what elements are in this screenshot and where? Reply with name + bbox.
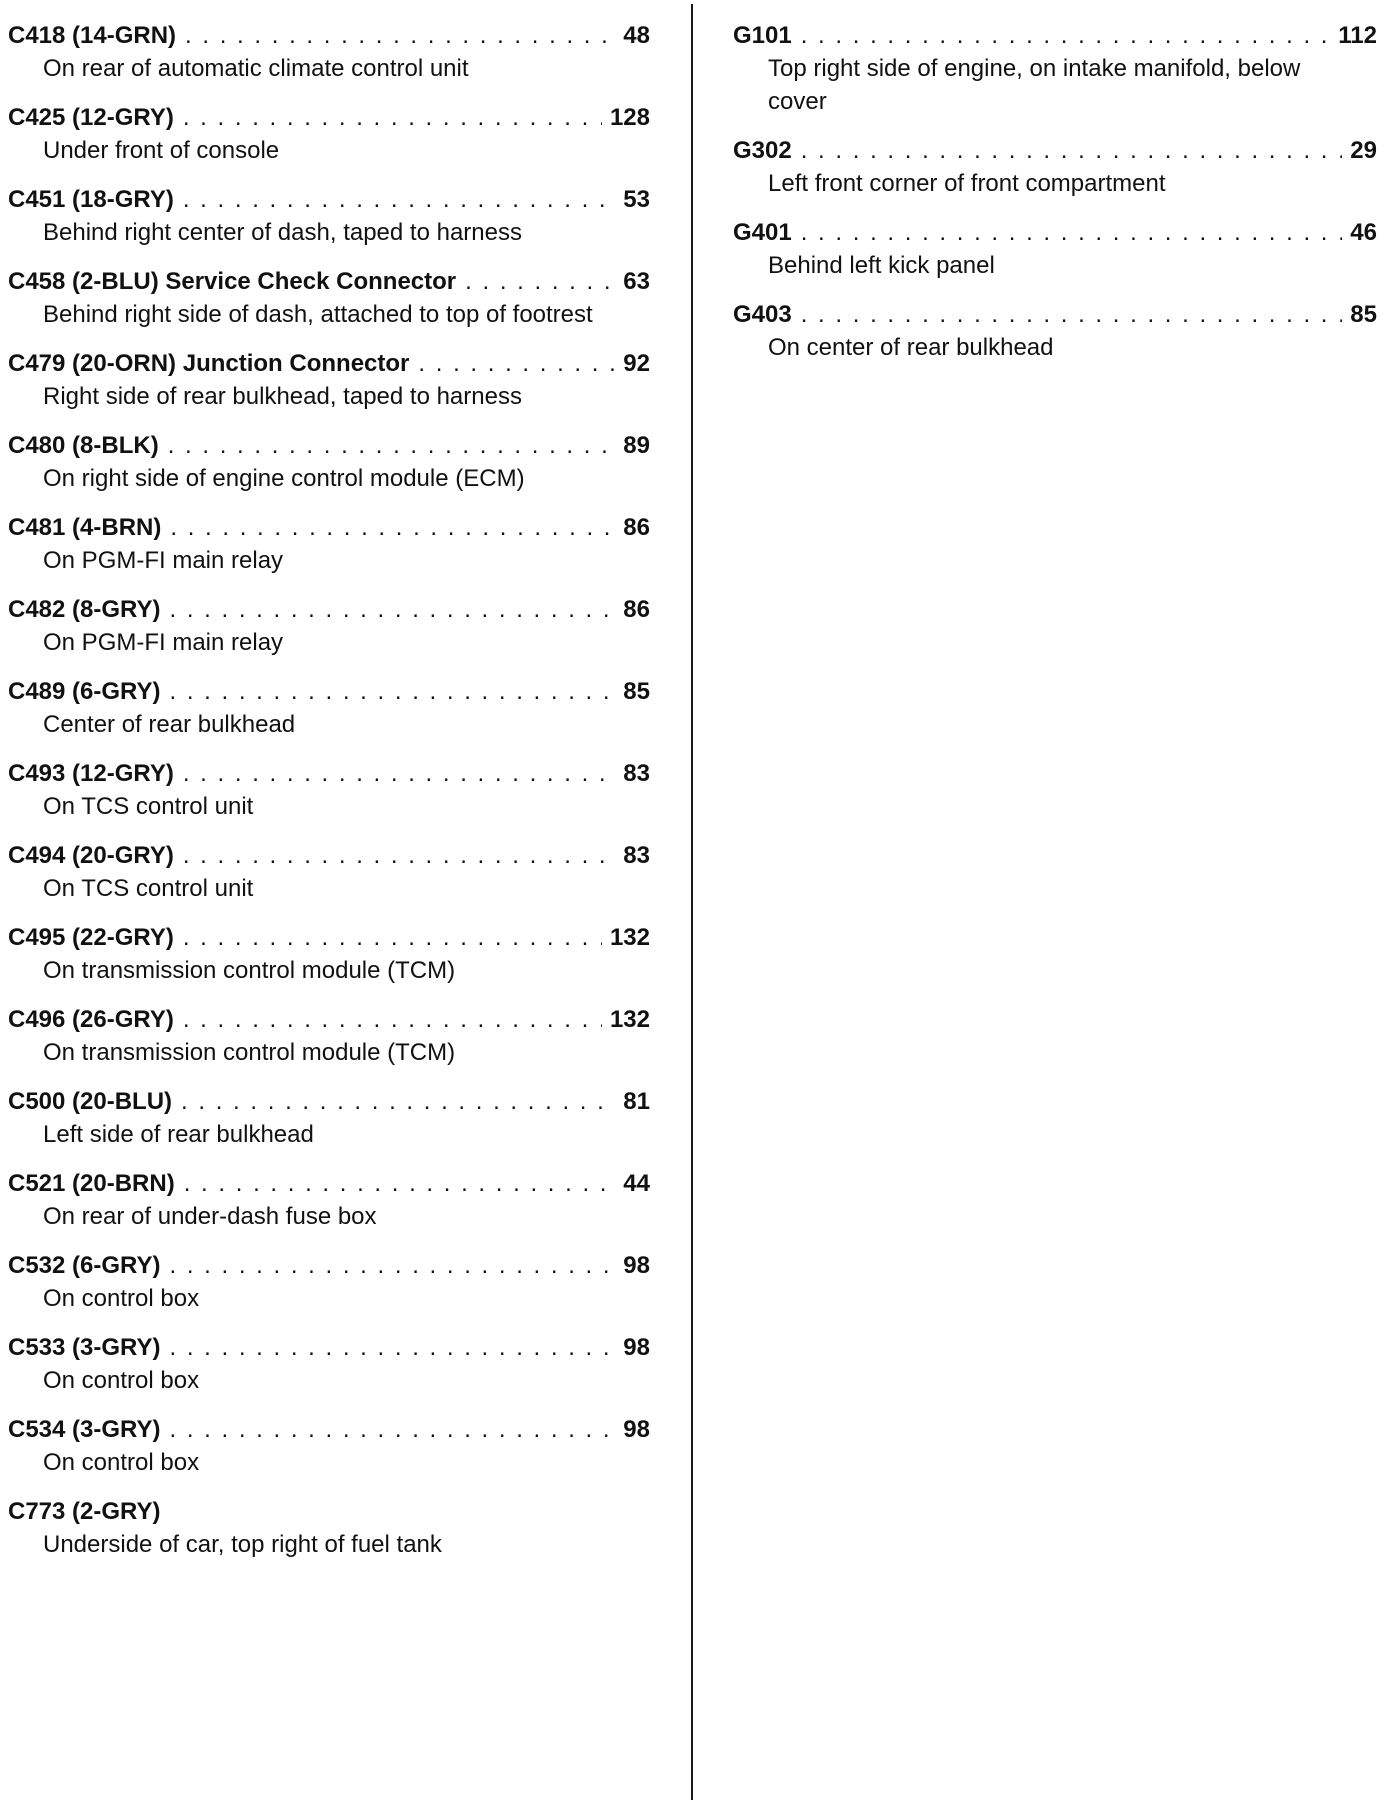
page-number: 132	[609, 1006, 650, 1033]
page-number: 92	[623, 350, 650, 377]
connector-code: C496 (26-GRY)	[8, 1006, 174, 1033]
connector-code: C494 (20-GRY)	[8, 842, 174, 869]
connector-code: C482 (8-GRY)	[8, 596, 161, 623]
page-number: 98	[623, 1252, 650, 1279]
page-number: 63	[623, 268, 650, 295]
connector-entry	[8, 347, 650, 413]
dot-leader	[183, 101, 602, 134]
connector-code: C458 (2-BLU) Service Check Connector	[8, 268, 457, 295]
connector-entry	[8, 429, 650, 495]
connector-entry	[8, 19, 650, 85]
connector-entry	[8, 1167, 650, 1233]
ground-entry	[733, 134, 1377, 200]
connector-location: Behind right side of dash, attached to top of footrest	[43, 301, 593, 328]
connector-code: C480 (8-BLK)	[8, 432, 159, 459]
dot-leader	[418, 347, 615, 380]
connector-location: On PGM-FI main relay	[43, 547, 284, 574]
page-number: 53	[623, 186, 650, 213]
connector-entry	[8, 757, 650, 823]
dot-leader	[183, 183, 615, 216]
connector-code: C534 (3-GRY)	[8, 1416, 161, 1443]
connector-location: On control box	[43, 1367, 200, 1394]
column-divider	[691, 4, 693, 1800]
page-number: 44	[623, 1170, 650, 1197]
connector-code: C500 (20-BLU)	[8, 1088, 173, 1115]
connector-code: C418 (14-GRN)	[8, 22, 177, 49]
dot-leader	[183, 921, 602, 954]
page-number: 83	[623, 842, 650, 869]
connector-location: Center of rear bulkhead	[43, 711, 296, 738]
connector-entry	[8, 1495, 650, 1561]
entry-heading	[8, 347, 650, 380]
dot-leader	[169, 593, 615, 626]
page-number: 46	[1350, 219, 1377, 246]
page-number: 98	[623, 1416, 650, 1443]
connector-code: C773 (2-GRY)	[8, 1498, 161, 1525]
entry-heading	[733, 298, 1377, 331]
connector-code: C532 (6-GRY)	[8, 1252, 161, 1279]
page-number: 85	[623, 678, 650, 705]
dot-leader	[183, 839, 615, 872]
connector-location: On rear of automatic climate control unit	[43, 55, 469, 82]
entry-heading	[8, 1331, 650, 1364]
dot-leader	[184, 1167, 616, 1200]
connector-location: Right side of rear bulkhead, taped to harness	[43, 383, 522, 410]
entry-heading	[8, 183, 650, 216]
entry-heading	[8, 1249, 650, 1282]
entry-heading	[8, 757, 650, 790]
entry-heading	[8, 511, 650, 544]
entry-heading	[8, 19, 650, 52]
dot-leader	[169, 675, 615, 708]
connector-code: C479 (20-ORN) Junction Connector	[8, 350, 410, 377]
dot-leader	[183, 1003, 602, 1036]
entry-heading	[8, 921, 650, 954]
dot-leader	[185, 19, 615, 52]
page-number: 98	[623, 1334, 650, 1361]
entry-heading	[8, 1085, 650, 1118]
connector-code: C425 (12-GRY)	[8, 104, 174, 131]
connector-entry	[8, 1085, 650, 1151]
ground-code: G401	[733, 219, 792, 246]
connector-code: C489 (6-GRY)	[8, 678, 161, 705]
ground-code: G101	[733, 22, 792, 49]
connector-location: Under front of console	[43, 137, 280, 164]
connector-entry	[8, 1249, 650, 1315]
connector-entry	[8, 839, 650, 905]
dot-leader	[465, 265, 615, 298]
ground-location: Behind left kick panel	[768, 252, 995, 279]
connector-code: C521 (20-BRN)	[8, 1170, 175, 1197]
connector-entry	[8, 511, 650, 577]
page-number: 81	[623, 1088, 650, 1115]
entry-heading	[733, 134, 1377, 167]
connector-entry	[8, 265, 650, 331]
dot-leader	[169, 1331, 615, 1364]
ground-code: G302	[733, 137, 792, 164]
connector-location: Behind right center of dash, taped to harness	[43, 219, 522, 246]
connector-entry	[8, 675, 650, 741]
page-number: 85	[1350, 301, 1377, 328]
entry-heading	[8, 593, 650, 626]
page-number: 83	[623, 760, 650, 787]
entry-heading	[733, 216, 1377, 249]
connector-location: Left side of rear bulkhead	[43, 1121, 314, 1148]
dot-leader	[169, 1249, 615, 1282]
connector-entry	[8, 1331, 650, 1397]
entry-heading	[8, 265, 650, 298]
ground-location: Top right side of engine, on intake manifold, below cover	[768, 55, 1301, 115]
dot-leader	[168, 429, 616, 462]
page-number: 132	[609, 924, 650, 951]
page-number: 86	[623, 514, 650, 541]
connector-code: C533 (3-GRY)	[8, 1334, 161, 1361]
connector-code: C481 (4-BRN)	[8, 514, 162, 541]
page-number: 112	[1338, 22, 1377, 49]
dot-leader	[183, 757, 615, 790]
ground-entry	[733, 19, 1377, 118]
ground-code: G403	[733, 301, 792, 328]
entry-heading	[733, 19, 1377, 52]
dot-leader	[801, 19, 1331, 52]
entry-heading	[8, 1495, 650, 1528]
connector-entry	[8, 1413, 650, 1479]
connector-location: On TCS control unit	[43, 793, 254, 820]
connector-entry	[8, 921, 650, 987]
dot-leader	[801, 216, 1343, 249]
dot-leader	[169, 1413, 615, 1446]
dot-leader	[801, 298, 1343, 331]
connector-location: On control box	[43, 1449, 200, 1476]
entry-heading	[8, 839, 650, 872]
connector-location: On TCS control unit	[43, 875, 254, 902]
connector-code: C451 (18-GRY)	[8, 186, 174, 213]
connector-location: On transmission control module (TCM)	[43, 1039, 456, 1066]
connector-location: On rear of under-dash fuse box	[43, 1203, 377, 1230]
connector-location: On PGM-FI main relay	[43, 629, 284, 656]
connector-location: Underside of car, top right of fuel tank	[43, 1531, 442, 1558]
ground-entry	[733, 298, 1377, 364]
dot-leader	[181, 1085, 615, 1118]
dot-leader	[170, 511, 615, 544]
page-number: 89	[623, 432, 650, 459]
entry-heading	[8, 675, 650, 708]
ground-location: On center of rear bulkhead	[768, 334, 1054, 361]
ground-location: Left front corner of front compartment	[768, 170, 1166, 197]
connector-location: On right side of engine control module (ECM)	[43, 465, 525, 492]
connector-location: On control box	[43, 1285, 200, 1312]
connector-entry	[8, 593, 650, 659]
entry-heading	[8, 429, 650, 462]
page-number: 48	[623, 22, 650, 49]
connector-code: C495 (22-GRY)	[8, 924, 174, 951]
entry-heading	[8, 1167, 650, 1200]
ground-entry	[733, 216, 1377, 282]
page-number: 128	[609, 104, 650, 131]
connector-code: C493 (12-GRY)	[8, 760, 174, 787]
page-number: 86	[623, 596, 650, 623]
dot-leader	[801, 134, 1343, 167]
right-column	[733, 19, 1377, 380]
entry-heading	[8, 101, 650, 134]
connector-entry	[8, 1003, 650, 1069]
left-column	[8, 19, 650, 1577]
connector-entry	[8, 101, 650, 167]
page-number: 29	[1350, 137, 1377, 164]
connector-entry	[8, 183, 650, 249]
entry-heading	[8, 1413, 650, 1446]
connector-location: On transmission control module (TCM)	[43, 957, 456, 984]
entry-heading	[8, 1003, 650, 1036]
